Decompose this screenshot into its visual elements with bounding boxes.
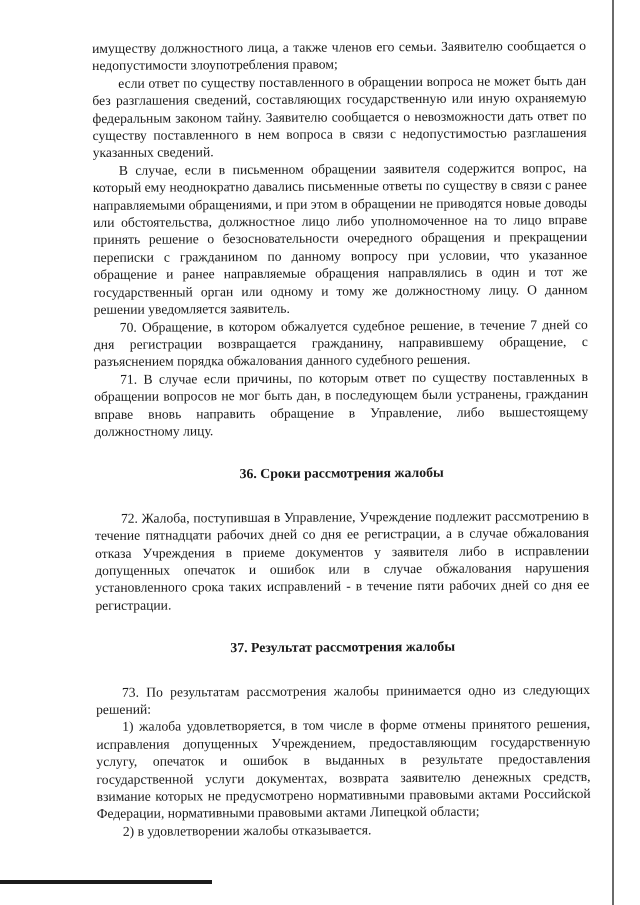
paragraph-continuation: имуществу должностного лица, а также членов его семьи. Заявителю сообщается о недопустимости злоупотребления правом; <box>92 37 587 74</box>
paragraph-71: 71. В случае если причины, по которым ответ по существу поставленных в обращении вопросов не мог быть дан, в последующем были устранены, гражданин вправе вновь направить обращение в Управление, либо вышестоящему должностному лицу. <box>94 368 589 439</box>
scan-edge-bottom <box>0 880 212 884</box>
paragraph-secret-info: если ответ по существу поставленного в обращении вопроса не может быть дан без разглашения сведений, составляющих государственную или иную охраняемую федеральным законом тайну. Заявителю сообщается о невозможности дать ответ по существу поставленного в нем вопроса в связи с недопустимостью разглашения указанных сведений. <box>92 72 587 161</box>
paragraph-73: 73. По результатам рассмотрения жалобы принимается одно из следующих решений: <box>96 681 591 717</box>
list-item-1: 1) жалоба удовлетворяется, в том числе в форме отмены принятого решения, исправления допущенных Учреждением, предоставляющим государственную услугу, опечаток и ошибок в выданных в результате предоставления государственной услуги документах, возврата заявителю денежных средств, взимание которых не предусмотрено нормативными правовыми актами Российской Федерации, нормативными правовыми актами Липецкой области; <box>96 716 591 822</box>
paragraph-repeated-appeal: В случае, если в письменном обращении заявителя содержится вопрос, на который ему неоднократно давались письменные ответы по существу в связи с ранее направляемыми обращениями, и при этом в обращении не приводятся новые доводы или обстоятельства, должностное лицо либо уполномоченное на то лицо вправе принять решение о безосновательности очередного обращения и прекращении переписки с гражданином по данному вопросу при условии, что указанное обращение и ранее направляемые обращения направлялись в один и тот же государственный орган или одному и тому же должностному лицу. О данном решении уведомляется заявитель. <box>92 159 588 318</box>
section-36-heading: 36. Сроки рассмотрения жалобы <box>239 465 444 482</box>
scan-edge-right <box>612 0 614 905</box>
paragraph-70: 70. Обращение, в котором обжалуется судебное решение, в течение 7 дней со дня регистрации возвращается гражданину, направившему обращение, с разъяснением порядка обжалования данного судебного решения. <box>93 316 588 370</box>
paragraph-72: 72. Жалоба, поступившая в Управление, Учреждение подлежит рассмотрению в течение пятнадцати рабочих дней со дня ее регистрации, а в случае обжалования отказа Учреждения в приеме документов у заявителя либо в исправлении допущенных опечаток и ошибок или в случае обжалования нарушения установленного срока таких исправлений - в течение пяти рабочих дней со дня ее регистрации. <box>94 507 590 613</box>
list-item-2: 2) в удовлетворении жалобы отказывается. <box>122 822 372 839</box>
section-37-heading: 37. Результат рассмотрения жалобы <box>230 638 456 656</box>
document-body <box>92 37 591 840</box>
